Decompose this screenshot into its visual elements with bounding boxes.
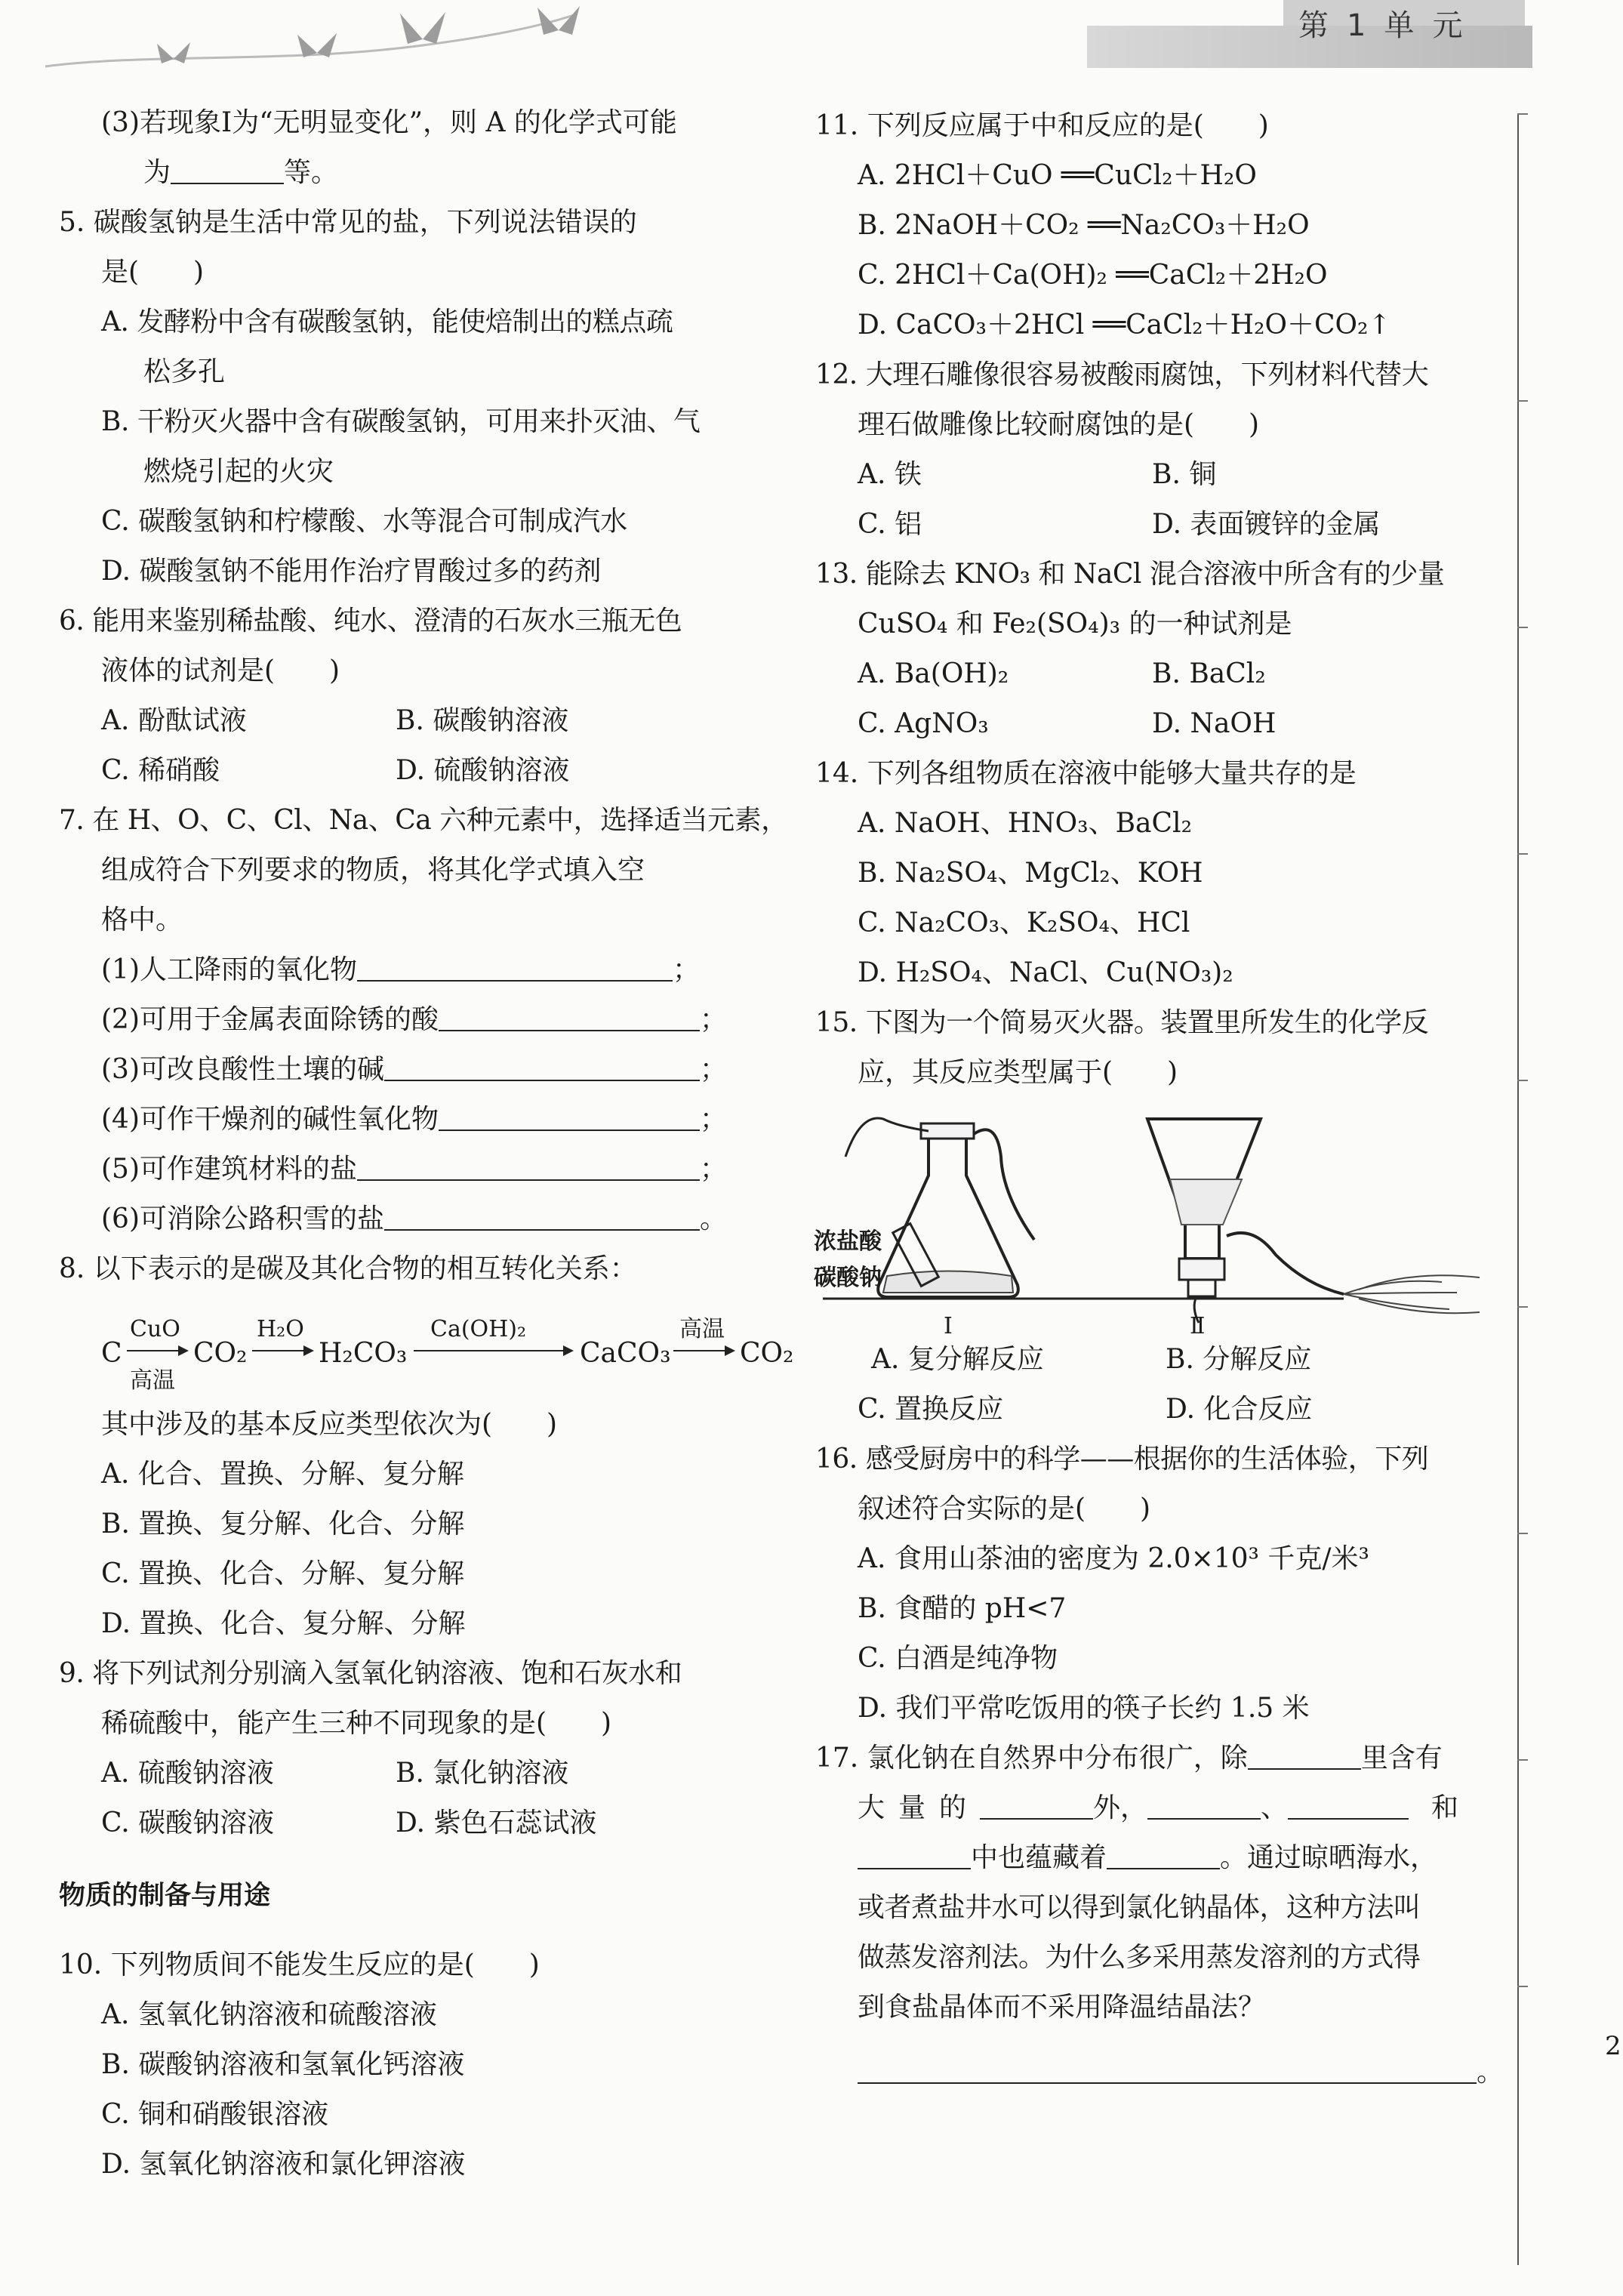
q7-item-3-blank[interactable]	[384, 1054, 700, 1081]
q12-stem1: 12. 大理石雕像很容易被酸雨腐蚀，下列材料代替大	[815, 359, 1429, 390]
q7-stem3: 格中。	[101, 905, 183, 935]
right-column	[815, 101, 1502, 2097]
chain-co2-a: CO₂	[193, 1338, 248, 1369]
q15-options-cd	[815, 1385, 1502, 1435]
q6-stem2: 液体的试剂是( )	[101, 655, 340, 686]
header-page-label: 第1单元	[1298, 8, 1481, 43]
q17-text-4: 外，	[1093, 1792, 1148, 1823]
q16-option-b: B. 食醋的 pH<7	[858, 1593, 1067, 1624]
q15-option-b: B. 分解反应	[1166, 1344, 1312, 1375]
q17-blank-6[interactable]	[1107, 1842, 1220, 1869]
q17-text-8: 。通过晾晒海水，	[1220, 1842, 1438, 1873]
q7-item-1-blank[interactable]	[357, 954, 673, 982]
chain-h2o: H₂O	[257, 1316, 304, 1342]
q16-option-d: D. 我们平常吃饭用的筷子长约 1.5 米	[858, 1693, 1310, 1724]
q5-option-d: D. 碳酸氢钠不能用作治疗胃酸过多的药剂	[101, 556, 602, 587]
chain-co2-b: CO₂	[740, 1338, 794, 1369]
q6-option-c: C. 稀硝酸	[101, 755, 220, 786]
q17-text-1: 17. 氯化钠在自然界中分布很广，除	[815, 1743, 1248, 1774]
q13-option-d: D. NaOH	[1152, 708, 1277, 739]
q10-option-c: C. 铜和硝酸银溶液	[101, 2099, 329, 2130]
q7-item-1-punct: ；	[673, 954, 701, 985]
q7-item-2-blank[interactable]	[439, 1004, 700, 1031]
q7-item-5	[59, 1145, 753, 1194]
label-conc-hcl: 浓盐酸	[814, 1228, 882, 1255]
chain-cuo: CuO	[130, 1316, 180, 1342]
q7-item-6-punct: 。	[700, 1203, 728, 1234]
q8-reaction-chain	[59, 1294, 794, 1400]
q8-option-b: B. 置换、复分解、化合、分解	[101, 1509, 465, 1539]
butterfly-icon	[157, 6, 580, 63]
q12-option-d: D. 表面镀锌的金属	[1152, 509, 1381, 540]
q17-text-5: 、	[1261, 1792, 1289, 1823]
q13-option-a: A. Ba(OH)₂	[858, 658, 1009, 689]
q7-stem1: 7. 在 H、O、C、Cl、Na、Ca 六种元素中，选择适当元素，	[59, 805, 788, 836]
q8-stem: 8. 以下表示的是碳及其化合物的相互转化关系：	[59, 1253, 637, 1284]
q17-line5: 做蒸发溶剂法。为什么多采用蒸发溶剂的方式得	[858, 1942, 1421, 1973]
q15-option-d: D. 化合反应	[1166, 1394, 1313, 1425]
q17-line1	[815, 1734, 1502, 1783]
q11-option-b: B. 2NaOH＋CO₂ ══Na₂CO₃＋H₂O	[858, 210, 1310, 241]
q7-item-2-label: (2)可用于金属表面除锈的酸	[101, 1004, 439, 1035]
q16-stem1: 16. 感受厨房中的科学——根据你的生活体验，下列	[815, 1444, 1429, 1475]
q7-item-3	[59, 1045, 753, 1095]
q17-line6: 到食盐晶体而不采用降温结晶法？	[858, 1992, 1266, 2023]
q10-option-a: A. 氢氧化钠溶液和硫酸溶液	[101, 1999, 437, 2030]
q9-option-a: A. 硫酸钠溶液	[101, 1758, 274, 1789]
q17-blank-2[interactable]	[980, 1792, 1093, 1820]
q14-option-a: A. NaOH、HNO₃、BaCl₂	[858, 808, 1193, 839]
q6-option-b: B. 碳酸钠溶液	[396, 705, 569, 736]
q8-ask: 其中涉及的基本反应类型依次为( )	[101, 1409, 558, 1440]
q17-line3	[815, 1833, 1502, 1883]
q5-option-a-line2: 松多孔	[143, 356, 226, 387]
q5-option-b-line1: B. 干粉灭火器中含有碳酸氢钠，可用来扑灭油、气	[101, 406, 701, 437]
q11-option-a: A. 2HCl＋CuO ══CuCl₂＋H₂O	[858, 160, 1257, 191]
q15-options-ab	[815, 1335, 1502, 1385]
figure-label-2: Ⅱ	[1190, 1313, 1206, 1339]
inverted-flask-icon	[1147, 1119, 1344, 1323]
q16-option-c: C. 白酒是纯净物	[858, 1643, 1058, 1674]
figure-label-1: Ⅰ	[944, 1313, 953, 1339]
q15-extinguisher-figure	[814, 1104, 1502, 1339]
q13-option-c: C. AgNO₃	[858, 708, 989, 739]
q9-options-ab	[59, 1749, 753, 1798]
q7-item-5-blank[interactable]	[357, 1154, 700, 1181]
chain-arrow-4	[673, 1350, 734, 1351]
q8-option-a: A. 化合、置换、分解、复分解	[101, 1459, 464, 1490]
q7-item-6	[59, 1194, 753, 1244]
q9-option-b: B. 氯化钠溶液	[396, 1758, 569, 1789]
margin-tick	[1517, 113, 1528, 115]
q16-option-a: A. 食用山茶油的密度为 2.0×10³ 千克/米³	[858, 1543, 1369, 1574]
q13-stem2: CuSO₄ 和 Fe₂(SO₄)₃ 的一种试剂是	[858, 609, 1292, 639]
q7-item-2	[59, 995, 753, 1045]
q11-option-d: D. CaCO₃＋2HCl ══CaCl₂＋H₂O＋CO₂↑	[858, 310, 1391, 341]
q9-stem2: 稀硫酸中，能产生三种不同现象的是( )	[101, 1708, 612, 1739]
q7-item-3-punct: ；	[700, 1054, 728, 1085]
q5-stem2: 是( )	[101, 257, 205, 288]
q10-stem: 10. 下列物质间不能发生反应的是( )	[59, 1949, 540, 1980]
q6-option-a: A. 酚酞试液	[101, 705, 247, 736]
q12-options-ab	[815, 450, 1502, 500]
q4-3-line1: (3)若现象Ⅰ为“无明显变化”，则 A 的化学式可能	[101, 107, 677, 138]
q12-options-cd	[815, 500, 1502, 550]
q7-stem2: 组成符合下列要求的物质，将其化学式填入空	[101, 855, 645, 886]
q7-item-4-label: (4)可作干燥剂的碱性氧化物	[101, 1104, 439, 1135]
q6-stem1: 6. 能用来鉴别稀盐酸、纯水、澄清的石灰水三瓶无色	[59, 606, 682, 636]
q15-stem1: 15. 下图为一个简易灭火器。装置里所发生的化学反	[815, 1007, 1429, 1038]
q8-option-c: C. 置换、化合、分解、复分解	[101, 1558, 465, 1589]
margin-tick	[1517, 1080, 1528, 1081]
q13-options-ab	[815, 649, 1502, 699]
q4-3-prefix: 为	[143, 157, 171, 188]
q17-blank-1[interactable]	[1248, 1743, 1361, 1770]
q7-item-6-label: (6)可消除公路积雪的盐	[101, 1203, 384, 1234]
margin-tick	[1517, 853, 1528, 855]
q17-text-2: 里含有	[1360, 1743, 1443, 1774]
extinguisher-diagram	[815, 1104, 1502, 1330]
chain-caoh2: Ca(OH)₂	[430, 1316, 527, 1342]
q13-stem1: 13. 能除去 KNO₃ 和 NaCl 混合溶液中所含有的少量	[815, 559, 1445, 590]
chain-c: C	[101, 1338, 122, 1369]
q6-option-d: D. 硫酸钠溶液	[396, 755, 570, 786]
q10-option-d: D. 氢氧化钠溶液和氯化钾溶液	[101, 2149, 466, 2180]
q7-item-4	[59, 1095, 753, 1145]
q11-stem: 11. 下列反应属于中和反应的是( )	[815, 110, 1269, 141]
q12-option-c: C. 铝	[858, 509, 922, 540]
margin-tick	[1517, 1759, 1528, 1761]
chain-gaowen-1: 高温	[130, 1367, 175, 1394]
q14-option-c: C. Na₂CO₃、K₂SO₄、HCl	[858, 908, 1190, 938]
q7-item-6-blank[interactable]	[384, 1203, 700, 1231]
chain-arrow-2	[252, 1350, 313, 1351]
q16-stem2: 叙述符合实际的是( )	[858, 1493, 1151, 1524]
q5-option-b-line2: 燃烧引起的火灾	[143, 456, 334, 487]
q12-option-a: A. 铁	[858, 459, 922, 490]
q17-line2	[815, 1783, 1502, 1833]
q7-item-1-label: (1)人工降雨的氧化物	[101, 954, 357, 985]
q13-options-cd	[815, 699, 1502, 749]
section-title: 物质的制备与用途	[59, 1881, 271, 1911]
label-sodium-carbonate: 碳酸钠	[814, 1265, 882, 1291]
q13-option-b: B. BaCl₂	[1152, 658, 1266, 689]
q17-text-7: 中也蕴藏着	[971, 1842, 1107, 1873]
q7-item-4-blank[interactable]	[439, 1104, 700, 1131]
q10-option-b: B. 碳酸钠溶液和氢氧化钙溶液	[101, 2049, 465, 2080]
q9-option-d: D. 紫色石蕊试液	[396, 1808, 597, 1838]
q9-options-cd	[59, 1798, 753, 1848]
q17-end-punct: 。	[1477, 2057, 1504, 2088]
q5-option-c: C. 碳酸氢钠和柠檬酸、水等混合可制成汽水	[101, 506, 628, 537]
q17-blank-3[interactable]	[1147, 1792, 1261, 1820]
q14-option-b: B. Na₂SO₄、MgCl₂、KOH	[858, 858, 1203, 889]
chain-h2co3: H₂CO₃	[319, 1338, 408, 1369]
q15-option-c: C. 置换反应	[858, 1394, 1004, 1425]
margin-tick	[1517, 1986, 1528, 1987]
margin-tick	[1517, 1306, 1528, 1308]
q4-3-line2	[59, 148, 753, 198]
q4-3-blank[interactable]	[171, 157, 284, 184]
page-number: 2	[1605, 2031, 1621, 2061]
q8-option-d: D. 置换、化合、复分解、分解	[101, 1608, 466, 1639]
margin-tick	[1517, 1533, 1528, 1534]
left-column	[59, 98, 794, 2190]
q17-text-6: 和	[1431, 1792, 1459, 1823]
q9-option-c: C. 碳酸钠溶液	[101, 1808, 275, 1838]
q7-item-1	[59, 945, 753, 995]
q15-option-a: A. 复分解反应	[871, 1344, 1044, 1375]
q17-blank-5[interactable]	[858, 1842, 971, 1869]
q7-item-3-label: (3)可改良酸性土壤的碱	[101, 1054, 384, 1085]
q9-stem1: 9. 将下列试剂分别滴入氢氧化钠溶液、饱和石灰水和	[59, 1658, 682, 1689]
q7-item-4-punct: ；	[700, 1104, 728, 1135]
chain-caco3: CaCO₃	[580, 1338, 671, 1369]
q17-text-3: 大量的	[858, 1792, 981, 1823]
q17-line4: 或者煮盐井水可以得到氯化钠晶体，这种方法叫	[858, 1892, 1421, 1923]
q7-item-2-punct: ；	[700, 1004, 728, 1035]
margin-rule	[1517, 113, 1519, 2265]
q17-answer-blank[interactable]	[858, 2057, 1477, 2084]
q6-options-cd	[59, 746, 753, 796]
chain-gaowen-2: 高温	[679, 1316, 725, 1342]
q6-options-ab	[59, 696, 753, 746]
q14-option-d: D. H₂SO₄、NaCl、Cu(NO₃)₂	[858, 957, 1233, 988]
q12-stem2: 理石做雕像比较耐腐蚀的是( )	[858, 409, 1260, 440]
q5-stem1: 5. 碳酸氢钠是生活中常见的盐，下列说法错误的	[59, 207, 637, 238]
q11-option-c: C. 2HCl＋Ca(OH)₂ ══CaCl₂＋2H₂O	[858, 260, 1328, 291]
q17-answer-line	[815, 2048, 1502, 2097]
margin-tick	[1517, 627, 1528, 628]
q17-blank-4[interactable]	[1288, 1792, 1409, 1820]
chain-arrow-1	[127, 1350, 187, 1351]
q12-option-b: B. 铜	[1152, 459, 1217, 490]
q7-item-5-label: (5)可作建筑材料的盐	[101, 1154, 357, 1185]
spray-icon	[1344, 1275, 1480, 1313]
q14-stem: 14. 下列各组物质在溶液中能够大量共存的是	[815, 758, 1357, 789]
q7-item-5-punct: ；	[700, 1154, 728, 1185]
chain-arrow-3	[414, 1350, 572, 1351]
q4-3-suffix: 等。	[284, 157, 339, 188]
q5-option-a-line1: A. 发酵粉中含有碳酸氢钠，能使焙制出的糕点疏	[101, 307, 673, 337]
q15-stem2: 应，其反应类型属于( )	[858, 1057, 1178, 1088]
margin-tick	[1517, 400, 1528, 402]
